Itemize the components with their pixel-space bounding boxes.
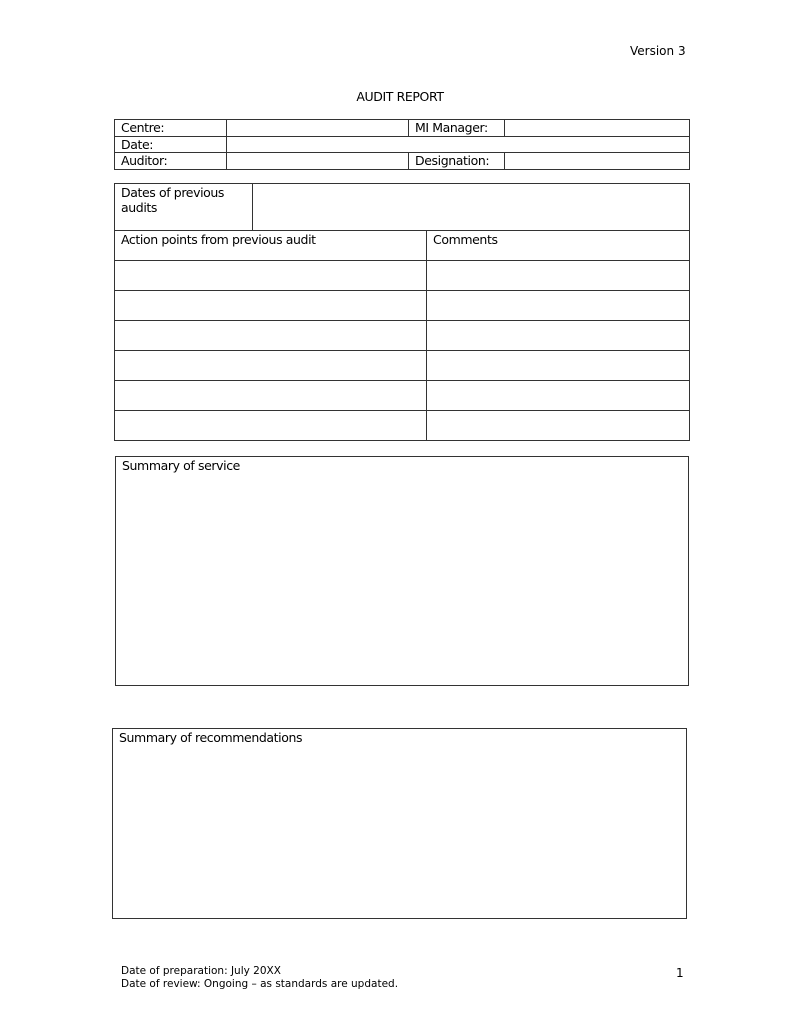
dates-previous-audits-field[interactable] — [253, 184, 690, 231]
table-row — [115, 261, 690, 291]
comments-header: Comments — [427, 231, 690, 261]
previous-audit-table — [114, 183, 690, 441]
mi-manager-field[interactable] — [505, 120, 690, 137]
summary-of-recommendations-label: Summary of recommendations — [119, 730, 303, 745]
page-number: 1 — [676, 966, 684, 980]
designation-label: Designation: — [409, 153, 505, 170]
action-cell[interactable] — [115, 351, 427, 381]
action-cell[interactable] — [115, 261, 427, 291]
table-row — [115, 291, 690, 321]
version-label: Version 3 — [630, 44, 686, 58]
table-row — [115, 120, 690, 137]
centre-field[interactable] — [227, 120, 409, 137]
designation-field[interactable] — [505, 153, 690, 170]
table-row — [115, 381, 690, 411]
centre-label: Centre: — [115, 120, 227, 137]
auditor-field[interactable] — [227, 153, 409, 170]
table-row — [115, 153, 690, 170]
action-points-header: Action points from previous audit — [115, 231, 427, 261]
table-row — [115, 184, 690, 231]
summary-of-service-label: Summary of service — [122, 458, 240, 473]
auditor-label: Auditor: — [115, 153, 227, 170]
comment-cell[interactable] — [427, 351, 690, 381]
comment-cell[interactable] — [427, 291, 690, 321]
date-of-review: Date of review: Ongoing – as standards are updated. — [121, 978, 399, 990]
table-row — [115, 136, 690, 153]
summary-of-recommendations-box[interactable] — [112, 728, 687, 919]
table-row — [115, 321, 690, 351]
mi-manager-label: MI Manager: — [409, 120, 505, 137]
comment-cell[interactable] — [427, 321, 690, 351]
comment-cell[interactable] — [427, 261, 690, 291]
date-of-preparation: Date of preparation: July 20XX — [121, 965, 281, 977]
info-table — [114, 119, 690, 170]
table-row — [115, 411, 690, 441]
page-title: AUDIT REPORT — [356, 89, 444, 104]
summary-of-service-box[interactable] — [115, 456, 689, 686]
action-cell[interactable] — [115, 381, 427, 411]
comment-cell[interactable] — [427, 411, 690, 441]
table-header-row — [115, 231, 690, 261]
comment-cell[interactable] — [427, 381, 690, 411]
action-cell[interactable] — [115, 291, 427, 321]
footer — [121, 965, 398, 991]
action-cell[interactable] — [115, 411, 427, 441]
action-cell[interactable] — [115, 321, 427, 351]
date-field[interactable] — [227, 136, 690, 153]
table-row — [115, 351, 690, 381]
dates-previous-audits-label: Dates of previous audits — [115, 184, 253, 231]
date-label: Date: — [115, 136, 227, 153]
